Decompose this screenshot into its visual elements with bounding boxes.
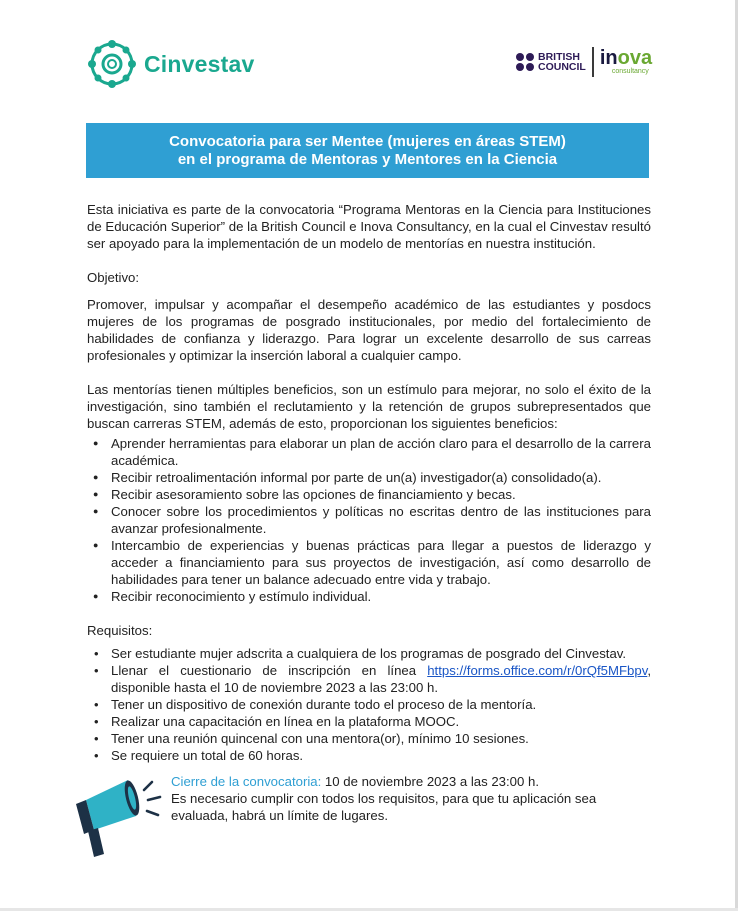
list-item: ● Conocer sobre los procedimientos y políticas no escritas dentro de las instituciones para avanzar profesionalmente. xyxy=(87,503,651,537)
list-item: • Tener una reunión quincenal con una mentora(or), mínimo 10 sesiones. xyxy=(87,730,651,747)
list-item xyxy=(87,662,651,696)
logo-divider xyxy=(592,47,594,77)
list-item: • Ser estudiante mujer adscrita a cualquiera de los programas de posgrado del Cinvestav. xyxy=(87,645,651,662)
list-item: ● Aprender herramientas para elaborar un plan de acción claro para el desarrollo de la carrera académica. xyxy=(87,435,651,469)
list-item: • Tener un dispositivo de conexión durante todo el proceso de la mentoría. xyxy=(87,696,651,713)
closing-date: 10 de noviembre 2023 a las 23:00 h. xyxy=(321,774,540,789)
list-item: ● Recibir retroalimentación informal por parte de un(a) investigador(a) consolidado(a). xyxy=(87,469,651,486)
requirement-text: Llenar el cuestionario de inscripción en línea xyxy=(111,663,428,678)
intro-paragraph: Esta iniciativa es parte de la convocatoria “Programa Mentoras en la Ciencia para Instituciones de Educación Superior” de la British Council e Inova Consultancy, en la cual el Cinvestav resultó ser apoyado para la implementación de un modelo de mentorías en nuestra institución. xyxy=(87,202,651,251)
list-item: • Realizar una capacitación en línea en la plataforma MOOC. xyxy=(87,713,651,730)
partner-logos xyxy=(516,47,652,77)
requirements-heading: Requisitos: xyxy=(87,623,153,638)
document-body xyxy=(87,201,651,764)
inova-wordmark-part2: ova xyxy=(617,47,653,69)
requirement-text: , disponible hasta el 10 de noviembre 2023 a las 23:00 h. xyxy=(111,663,651,695)
registration-form-link[interactable]: https://forms.office.com/r/0rQf5MFbpv xyxy=(427,663,648,678)
british-council-dots-icon xyxy=(516,53,534,71)
benefits-intro: Las mentorías tienen múltiples beneficios, son un estímulo para mejorar, no solo el éxito de la investigación, sino también el reclutamiento y la retención de grupos subrepresentados que buscan carreras STEM, además de esto, proporcionan los siguientes beneficios: xyxy=(87,382,651,431)
british-council-line2: COUNCIL xyxy=(538,61,586,73)
megaphone-icon xyxy=(72,776,168,858)
closing-announcement xyxy=(171,773,653,824)
inova-wordmark xyxy=(600,48,652,68)
cinvestav-logo-icon xyxy=(86,38,138,90)
title-banner xyxy=(86,123,649,178)
title-line-1: Convocatoria para ser Mentee (mujeres en áreas STEM) xyxy=(169,132,566,150)
closing-date-line xyxy=(171,773,653,790)
list-item: ● Recibir asesoramiento sobre las opciones de financiamiento y becas. xyxy=(87,486,651,503)
objective-paragraph: Promover, impulsar y acompañar el desempeño académico de las estudiantes y posdocs mujeres de los programas de posgrado institucionales, por medio del fortalecimiento de habilidades de confianza y liderazgo. Para lograr un excelente desarrollo de sus carreas profesionales y optimizar la inserción laboral a cualquier campo. xyxy=(87,297,651,363)
requirements-list xyxy=(87,645,651,764)
british-council-wordmark xyxy=(538,52,586,73)
cinvestav-logo xyxy=(86,38,254,90)
list-item: ● Recibir reconocimiento y estímulo individual. xyxy=(87,588,651,605)
closing-note: Es necesario cumplir con todos los requisitos, para que tu aplicación sea evaluada, habrá un límite de lugares. xyxy=(171,791,597,823)
cinvestav-wordmark: Cinvestav xyxy=(144,50,255,77)
list-item: • Se requiere un total de 60 horas. xyxy=(87,747,651,764)
list-item: ● Intercambio de experiencias y buenas prácticas para llegar a puestos de liderazgo y acceder a financiamiento para sus proyectos de investigación, así como desarrollo de habilidades para tener un balance adecuado entre vida y trabajo. xyxy=(87,537,651,588)
objective-heading: Objetivo: xyxy=(87,270,140,285)
inova-wordmark-part1: in xyxy=(599,47,618,69)
british-council-line1: BRITISH xyxy=(538,50,580,63)
inova-logo xyxy=(600,48,652,76)
benefits-list xyxy=(87,435,651,605)
inova-subtitle: consultancy xyxy=(611,68,649,75)
title-line-2: en el programa de Mentoras y Mentores en la Ciencia xyxy=(177,150,558,168)
closing-label: Cierre de la convocatoria: xyxy=(171,774,322,789)
